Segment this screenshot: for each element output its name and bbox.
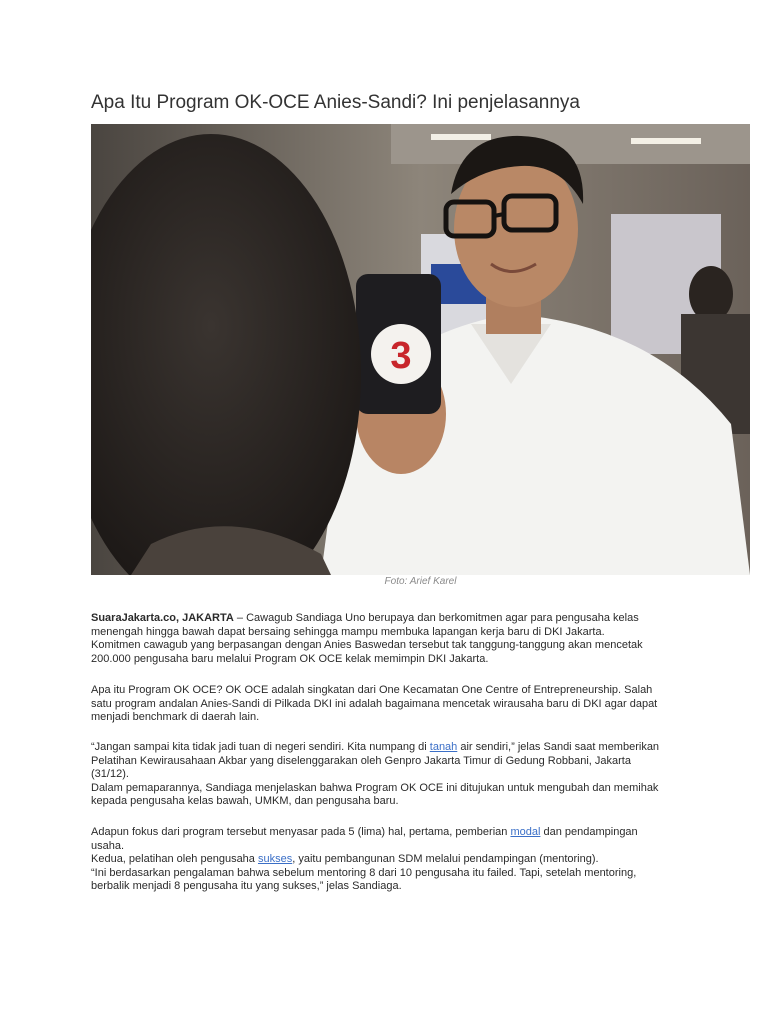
- paragraph-definition: Apa itu Program OK OCE? OK OCE adalah singkatan dari One Kecamatan One Centre of Entrepreneurship. Salah satu program andalan Anies-Sandi di Pilkada DKI ini adalah bagaimana mencetak wirausaha baru di DKI agar dapat menjadi benchmark di daerah lain.: [91, 684, 658, 723]
- photo-caption: Foto: Arief Karel: [384, 576, 457, 587]
- photo-illustration: [91, 124, 750, 575]
- phone-badge-number: 3: [390, 335, 412, 377]
- paragraph-focus: Adapun fokus dari program tersebut menyasar pada 5 (lima) hal, pertama, pemberian modal dan pendampingan usaha. Kedua, pelatihan oleh pengusaha sukses, yaitu pembangunan SDM melalui pendampingan (mentoring). “Ini berdasarkan pengalaman bahwa sebelum mentoring 8 dari 10 pengusaha itu failed. Tapi, setelah mentoring, berbalik menjadi 8 pengusaha itu yang sukses,” jelas Sandiaga.: [91, 826, 638, 892]
- link-modal[interactable]: modal: [510, 826, 541, 838]
- link-sukses[interactable]: sukses: [257, 853, 293, 865]
- paragraph-quote: “Jangan sampai kita tidak jadi tuan di negeri sendiri. Kita numpang di tanah air sendiri,” jelas Sandi saat memberikan Pelatihan Kewirausahaan Akbar yang diselenggarakan oleh Genpro Jakarta Timur di Gedung Robbani, Jakarta (31/12). Dalam pemaparannya, Sandiaga menjelaskan bahwa Program OK OCE ini ditujukan untuk mengubah dan memihak kepada pengusaha kelas bawah, UMKM, dan pengusaha baru.: [91, 741, 660, 807]
- article-title: Apa Itu Program OK-OCE Anies-Sandi? Ini penjelasannya: [91, 92, 580, 113]
- source-dateline: SuaraJakarta.co, JAKARTA: [91, 612, 234, 624]
- article-photo: [91, 124, 750, 575]
- paragraph-intro: SuaraJakarta.co, JAKARTA – Cawagub Sandiaga Uno berupaya dan berkomitmen agar para pengusaha kelas menengah hingga bawah dapat bersaing sehingga mampu membuka lapangan kerja baru di DKI Jakarta. Komitmen cawagub yang berpasangan dengan Anies Baswedan tersebut tak tanggung-tanggung akan mencetak 200.000 pengusaha baru melalui Program OK OCE kelak memimpin DKI Jakarta.: [91, 612, 643, 665]
- link-tanah[interactable]: tanah: [429, 741, 458, 753]
